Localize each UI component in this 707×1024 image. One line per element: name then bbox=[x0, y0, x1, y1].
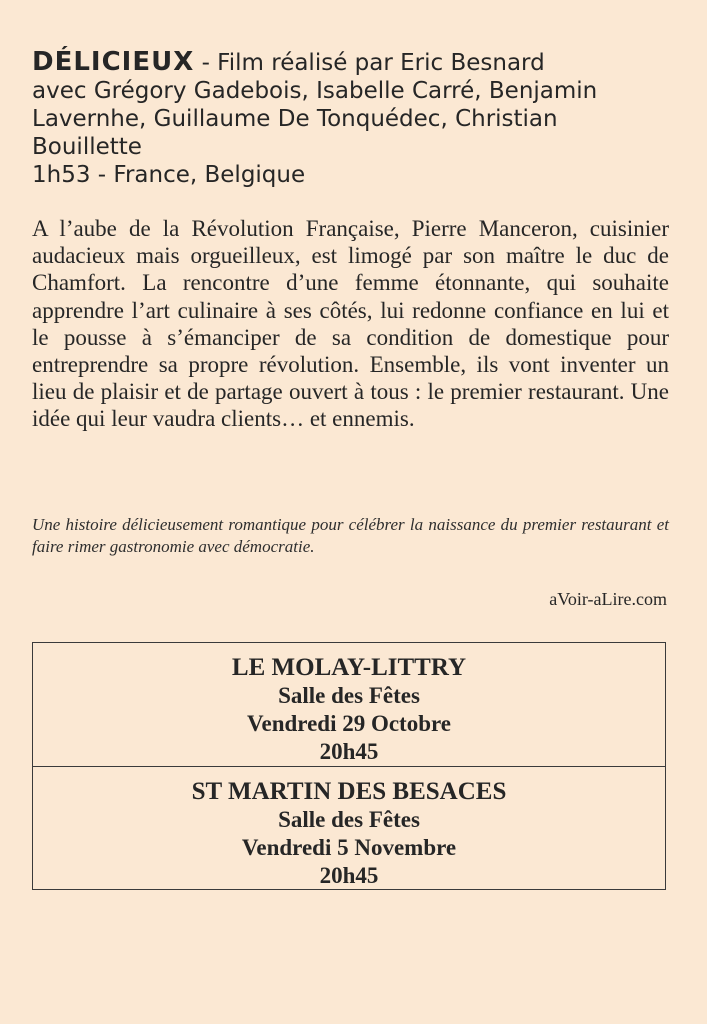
screening-1 bbox=[33, 643, 665, 766]
screening-town: ST MARTIN DES BESACES bbox=[191, 778, 507, 805]
screening-time: 20h45 bbox=[319, 739, 379, 764]
screening-time: 20h45 bbox=[319, 863, 379, 888]
cast-line-1: avec Grégory Gadebois, Isabelle Carré, Benjamin bbox=[32, 78, 598, 104]
review-quote: Une histoire délicieusement romantique pour célébrer la naissance du premier restaurant et faire rimer gastronomie avec démocratie. bbox=[32, 515, 669, 556]
duration-country: 1h53 - France, Belgique bbox=[32, 162, 306, 188]
screenings-table bbox=[32, 642, 666, 890]
screening-venue: Salle des Fêtes bbox=[278, 807, 420, 832]
screening-venue: Salle des Fêtes bbox=[278, 683, 420, 708]
synopsis: A l’aube de la Révolution Française, Pierre Manceron, cuisinier audacieux mais orgueilleux, est limogé par son maître le duc de Chamfort. La rencontre d’une femme étonnante, qui souhaite apprendre l’art culinaire à ses côtés, lui redonne confiance en lui et le pousse à s’émanciper de sa condition de domestique pour entreprendre sa propre révolution. Ensemble, ils vont inventer un lieu de plaisir et de partage ouvert à tous : le premier restaurant. Une idée qui leur vaudra clients… et ennemis. bbox=[32, 216, 669, 432]
screening-town: LE MOLAY-LITTRY bbox=[231, 654, 467, 681]
screening-date: Vendredi 5 Novembre bbox=[241, 835, 457, 860]
review-source: aVoir-aLire.com bbox=[549, 589, 667, 609]
director-credit: - Film réalisé par Eric Besnard bbox=[194, 50, 545, 76]
cast-line-3: Bouillette bbox=[32, 134, 142, 160]
screening-2 bbox=[33, 766, 665, 889]
title-line bbox=[32, 48, 677, 77]
film-title: DÉLICIEUX bbox=[32, 47, 195, 77]
cast-line-2: Lavernhe, Guillaume De Tonquédec, Christian bbox=[32, 106, 558, 132]
screening-date: Vendredi 29 Octobre bbox=[246, 711, 452, 736]
film-header bbox=[32, 48, 677, 189]
